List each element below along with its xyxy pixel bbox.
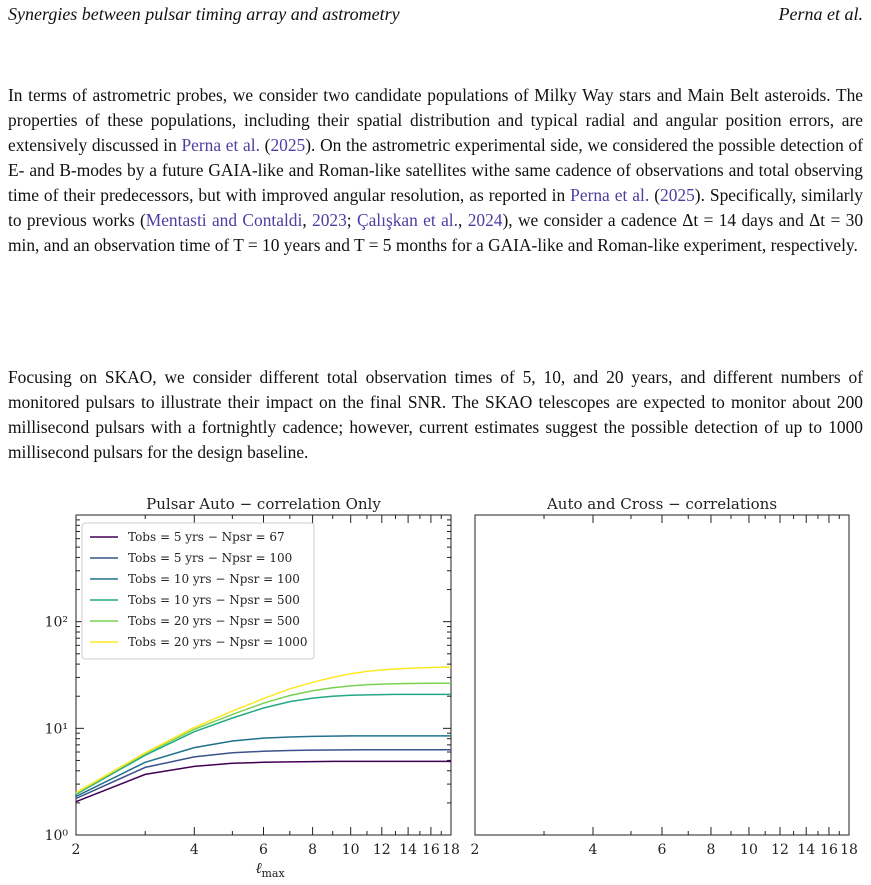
x-tick-label: 6 — [657, 842, 667, 858]
paragraph-astrometric-probes — [8, 83, 863, 258]
x-tick-label: 16 — [820, 842, 838, 858]
snr-figure — [0, 495, 871, 885]
x-tick-label: 2 — [71, 842, 81, 858]
paragraph-text: ; — [346, 210, 357, 230]
paragraph-text: ). On the astrometric experimental side, we considered the possible detection of E- and B-modes by a future GAIA-like and Roman-like satellites withe same cadence of observations and total observing time of their predecessors, but with improved angular resolution, as reported in — [8, 135, 864, 205]
plot-frame — [475, 515, 849, 835]
y-tick-label: 10² — [44, 614, 68, 631]
x-tick-label: 4 — [588, 842, 598, 858]
y-tick-label: 10¹ — [44, 721, 68, 738]
x-tick-label: 18 — [840, 842, 858, 858]
legend-label: Tobs = 10 yrs − Npsr = 100 — [128, 572, 300, 586]
x-tick-label: 4 — [189, 842, 199, 858]
chart-panel-1 — [45, 495, 460, 880]
x-tick-label: 12 — [771, 842, 789, 858]
x-tick-label: 10 — [740, 842, 758, 858]
x-tick-label: 2 — [470, 842, 480, 858]
x-tick-label: 14 — [399, 842, 418, 858]
legend-label: Tobs = 10 yrs − Npsr = 500 — [128, 593, 300, 607]
legend-label: Tobs = 20 yrs − Npsr = 500 — [128, 614, 300, 628]
series-line-2 — [76, 750, 451, 799]
running-authors: Perna et al. — [778, 4, 863, 24]
x-tick-label: 8 — [308, 842, 318, 858]
paragraph-text: ). Specifically, similarly to previous works ( — [8, 185, 864, 230]
paragraph-text: In terms of astrometric probes, we consider two candidate populations of Milky Way stars and Main Belt asteroids. The properties of these populations, including their spatial distribution and typical radial and angular position errors, are extensively discussed in — [8, 85, 863, 155]
paragraph-text: , — [457, 210, 468, 230]
running-title: Synergies between pulsar timing array and astrometry — [8, 4, 400, 24]
x-axis-label: ℓ — [255, 859, 262, 877]
legend — [82, 523, 314, 659]
series-line-1 — [76, 761, 451, 801]
running-header — [8, 4, 863, 28]
legend-label: Tobs = 5 yrs − Npsr = 67 — [128, 530, 285, 544]
citation-link[interactable]: Mentasti and Contaldi — [145, 210, 303, 230]
citation-link[interactable]: 2023 — [312, 210, 347, 230]
citation-link[interactable]: 2024 — [467, 210, 503, 230]
citation-link[interactable]: Çalışkan et al. — [356, 210, 458, 230]
x-tick-label: 6 — [259, 842, 268, 858]
chart-title: Auto and Cross − correlations — [546, 495, 778, 513]
citation-link[interactable]: Perna et al. — [181, 135, 260, 155]
paragraph-text: ), we consider a cadence Δt = 14 days and Δt = 30 min, and an observation time of T = 10 years and T = 5 months for a GAIA-like and Roman-like experiment, respectively. — [8, 210, 864, 255]
x-tick-label: 18 — [442, 842, 460, 858]
chart-panel-2 — [471, 495, 858, 858]
citation-link[interactable]: 2025 — [660, 185, 695, 205]
legend-label: Tobs = 5 yrs − Npsr = 100 — [128, 551, 293, 565]
citation-link[interactable]: 2025 — [270, 135, 306, 155]
x-tick-label: 12 — [372, 842, 391, 858]
legend-label: Tobs = 20 yrs − Npsr = 1000 — [128, 635, 308, 649]
paragraph-text: ( — [649, 185, 660, 205]
citation-link[interactable]: Perna et al. — [570, 185, 650, 205]
series-line-3 — [76, 736, 451, 797]
chart-title: Pulsar Auto − correlation Only — [146, 495, 381, 513]
paragraph-text: , — [302, 210, 313, 230]
y-tick-label: 10⁰ — [44, 828, 68, 844]
x-tick-label: 14 — [797, 842, 816, 858]
x-tick-label: 10 — [341, 842, 360, 858]
x-axis-label-sub: max — [261, 867, 285, 880]
x-tick-label: 16 — [421, 842, 440, 858]
paragraph-text: ( — [259, 135, 271, 155]
x-tick-label: 8 — [706, 842, 716, 858]
paragraph-skao: Focusing on SKAO, we consider different total observation times of 5, 10, and 20 years, and different numbers of monitored pulsars to illustrate their impact on the final SNR. The SKAO telescopes are expected to monitor about 200 millisecond pulsars with a fortnightly cadence; however, current estimates suggest the possible detection of up to 1000 millisecond pulsars for the design baseline. — [8, 367, 863, 462]
